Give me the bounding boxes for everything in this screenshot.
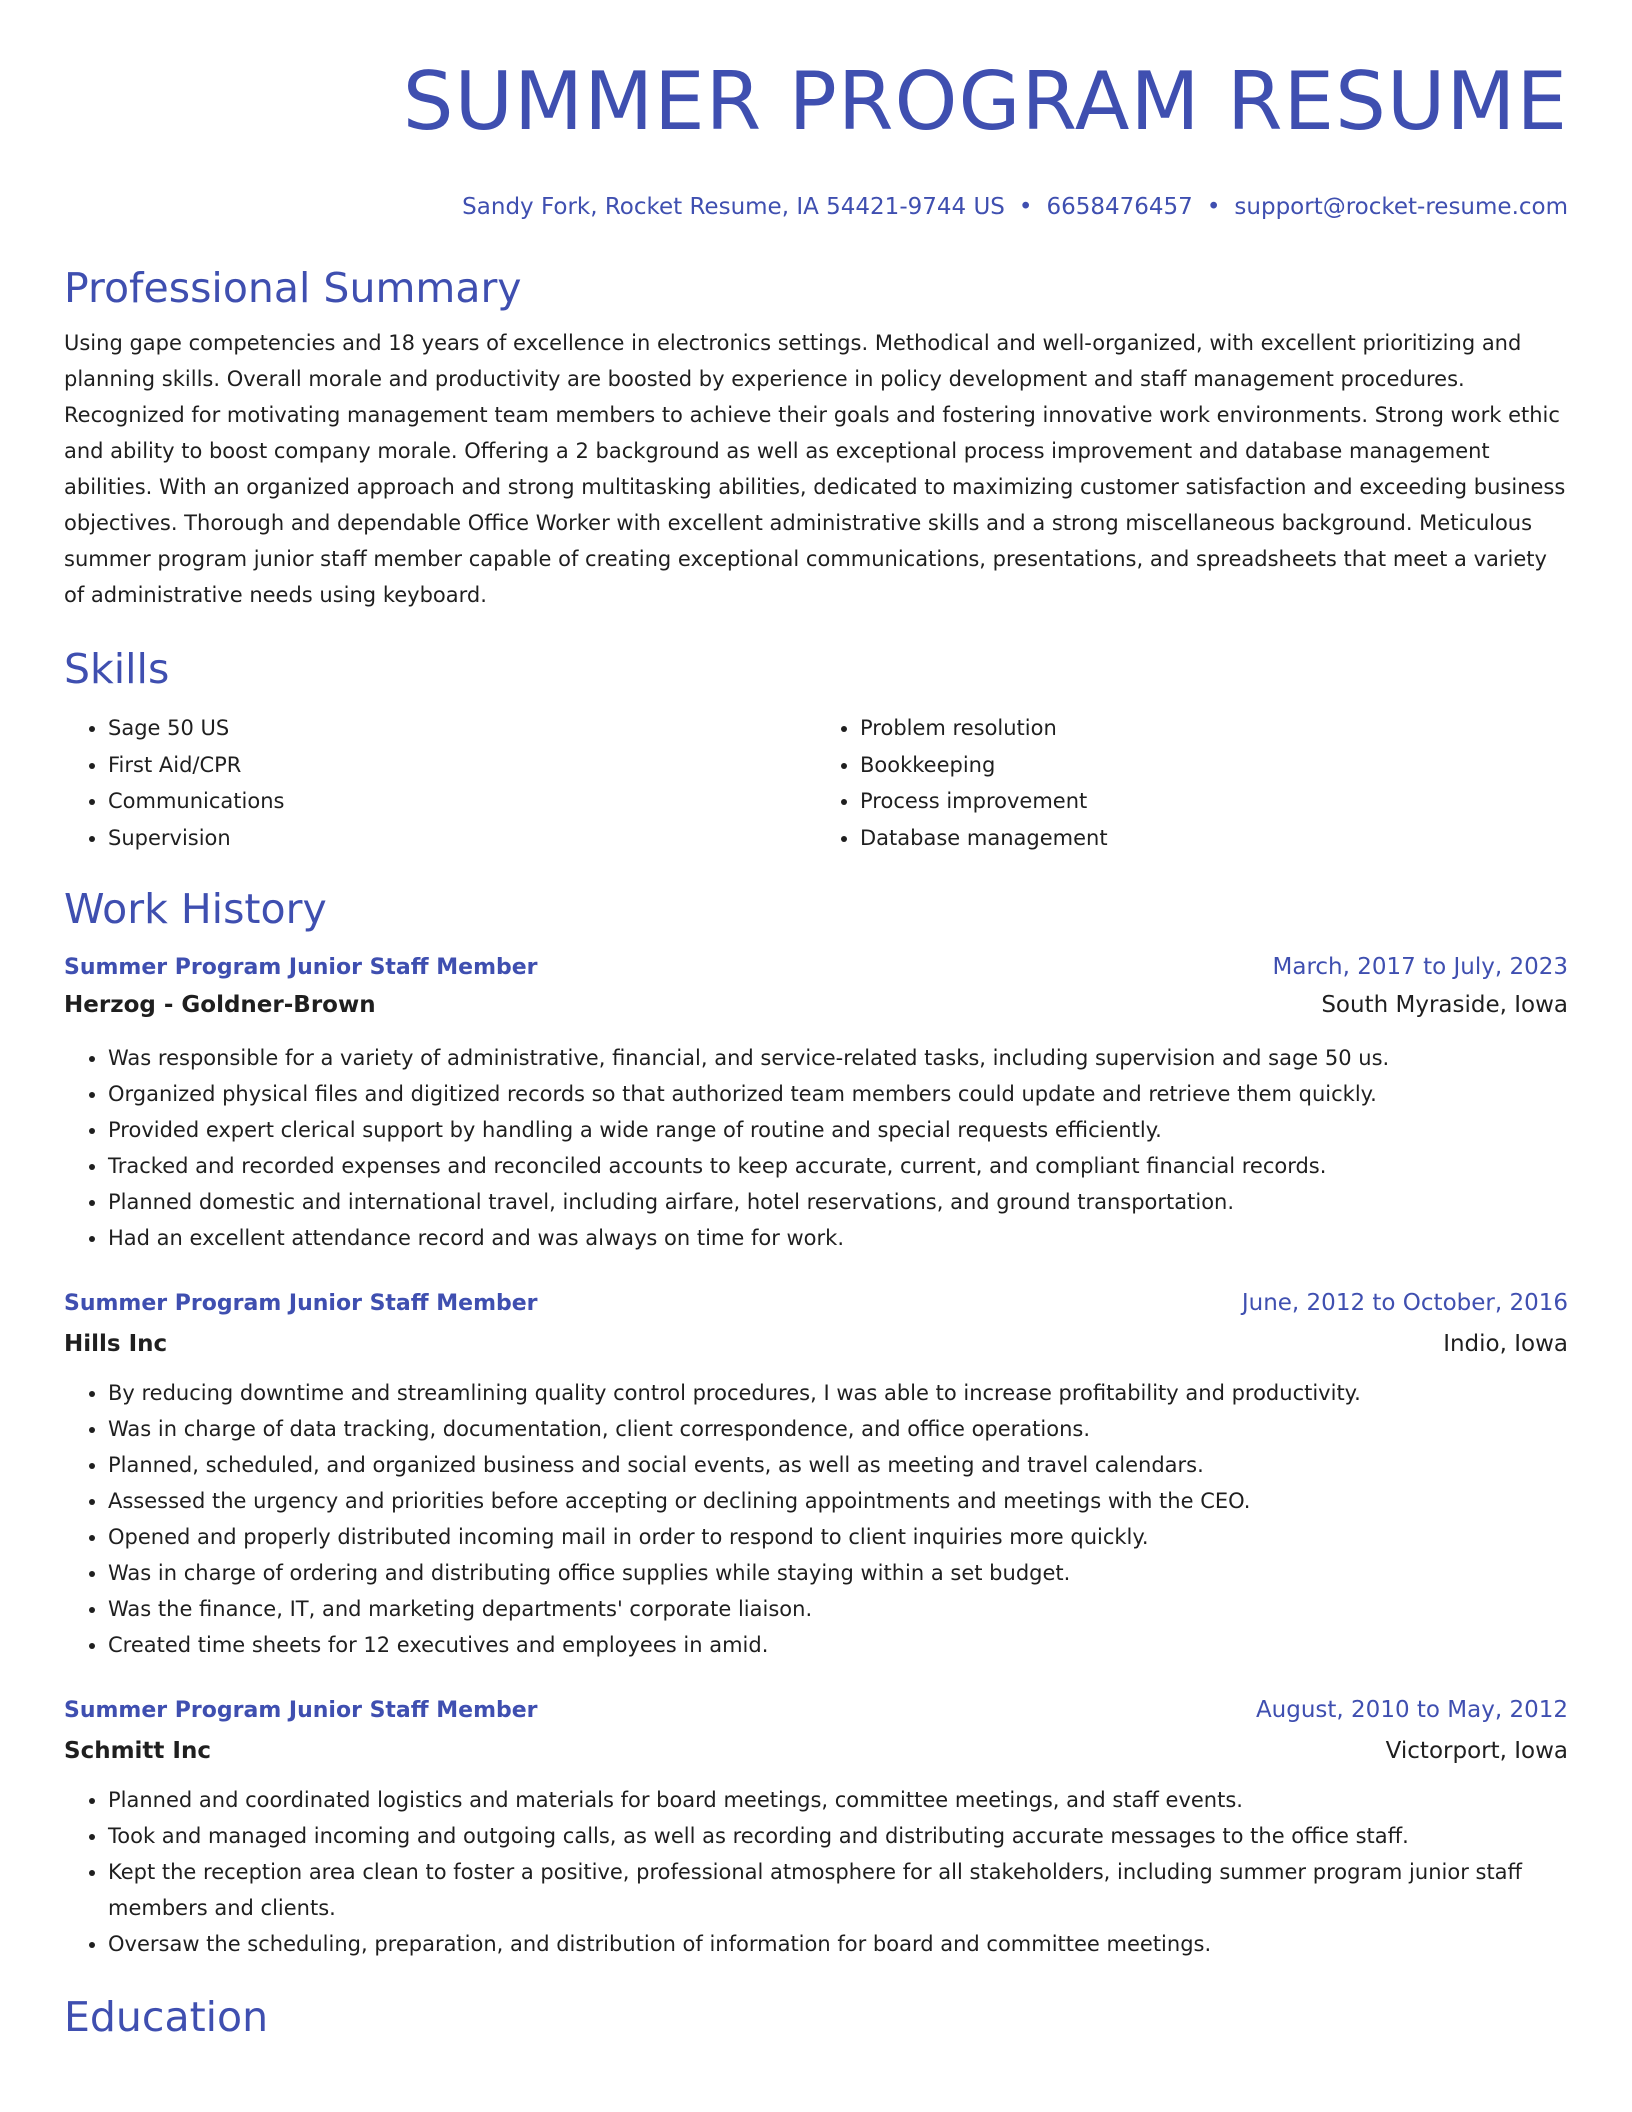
job-location: South Myraside, Iowa — [1321, 992, 1568, 1018]
contact-separator: • — [1018, 194, 1033, 220]
job-bullet: • Took and managed incoming and outgoing calls, as well as recording and distributing accurate messages to the office staff. — [108, 1818, 1568, 1854]
job-bullets — [64, 1375, 1568, 1663]
job-entry — [64, 952, 1568, 1256]
job-bullet: • Was the finance, IT, and marketing departments' corporate liaison. — [108, 1591, 1568, 1627]
job-bullets — [64, 1782, 1568, 1962]
job-company-row — [64, 990, 1568, 1020]
job-company: Schmitt Inc — [64, 1738, 211, 1764]
section-heading-summary: Professional Summary — [64, 264, 522, 312]
resume-title: SUMMER PROGRAM RESUME — [402, 55, 1568, 148]
skill-item: • Bookkeeping — [860, 747, 1568, 784]
job-bullet: • Kept the reception area clean to foster a positive, professional atmosphere for all stakeholders, including summer program junior staff members and clients. — [108, 1854, 1568, 1926]
section-heading-skills: Skills — [64, 645, 170, 693]
job-dates: June, 2012 to October, 2016 — [1241, 1290, 1568, 1316]
job-bullet: • Oversaw the scheduling, preparation, and distribution of information for board and committee meetings. — [108, 1926, 1568, 1962]
job-bullet: • Provided expert clerical support by handling a wide range of routine and special requests efficiently. — [108, 1112, 1568, 1148]
job-company-row — [64, 1329, 1568, 1359]
job-title: Summer Program Junior Staff Member — [64, 1291, 538, 1316]
job-company-row — [64, 1736, 1568, 1766]
contact-email[interactable]: support@rocket-resume.com — [1234, 194, 1568, 220]
job-bullet: • Opened and properly distributed incoming mail in order to respond to client inquiries more quickly. — [108, 1519, 1568, 1555]
job-entry — [64, 1288, 1568, 1663]
job-title: Summer Program Junior Staff Member — [64, 1698, 538, 1723]
job-bullet: • Was in charge of ordering and distributing office supplies while staying within a set budget. — [108, 1555, 1568, 1591]
skill-item: • Communications — [108, 783, 816, 820]
contact-separator: • — [1206, 194, 1221, 220]
job-entry — [64, 1695, 1568, 1962]
job-bullets — [64, 1040, 1568, 1256]
job-location: Victorport, Iowa — [1385, 1738, 1568, 1764]
job-company: Hills Inc — [64, 1331, 168, 1357]
job-bullet: • Organized physical files and digitized records so that authorized team members could update and retrieve them quickly. — [108, 1076, 1568, 1112]
skill-item: • First Aid/CPR — [108, 747, 816, 784]
summary-text: Using gape competencies and 18 years of excellence in electronics settings. Methodical and well-organized, with excellent prioritizing and planning skills. Overall morale and productivity are boosted by experience in policy development and staff management procedures. Recognized for motivating management team members to achieve their goals and fostering innovative work environments. Strong work ethic and ability to boost company morale. Offering a 2 background as well as exceptional process improvement and database management abilities. With an organized approach and strong multitasking abilities, dedicated to maximizing customer satisfaction and exceeding business objectives. Thorough and dependable Office Worker with excellent administrative skills and a strong miscellaneous background. Meticulous summer program junior staff member capable of creating exceptional communications, presentations, and spreadsheets that meet a variety of administrative needs using keyboard. — [64, 331, 1566, 607]
skills-column-left — [64, 710, 816, 856]
skills-column-right — [816, 710, 1568, 856]
job-title: Summer Program Junior Staff Member — [64, 955, 538, 980]
section-heading-education: Education — [64, 1993, 269, 2041]
job-dates: March, 2017 to July, 2023 — [1272, 954, 1568, 980]
job-bullet: • Assessed the urgency and priorities before accepting or declining appointments and meetings with the CEO. — [108, 1483, 1568, 1519]
skill-item: • Process improvement — [860, 783, 1568, 820]
job-title-row — [64, 952, 1568, 983]
skills-list — [64, 710, 1568, 856]
job-bullet: • Planned, scheduled, and organized business and social events, as well as meeting and travel calendars. — [108, 1447, 1568, 1483]
job-title-row — [64, 1288, 1568, 1319]
job-bullet: • Planned and coordinated logistics and materials for board meetings, committee meetings, and staff events. — [108, 1782, 1568, 1818]
job-bullet: • Planned domestic and international travel, including airfare, hotel reservations, and ground transportation. — [108, 1184, 1568, 1220]
skill-item: • Sage 50 US — [108, 710, 816, 747]
job-dates: August, 2010 to May, 2012 — [1255, 1697, 1568, 1723]
contact-line — [64, 192, 1568, 222]
section-heading-work-history: Work History — [64, 885, 327, 933]
job-bullet: • Was responsible for a variety of administrative, financial, and service-related tasks, including supervision and sage 50 us. — [108, 1040, 1568, 1076]
skill-item: • Database management — [860, 820, 1568, 857]
job-company: Herzog - Goldner-Brown — [64, 992, 376, 1018]
job-bullet: • Created time sheets for 12 executives and employees in amid. — [108, 1627, 1568, 1663]
job-bullet: • By reducing downtime and streamlining quality control procedures, I was able to increase profitability and productivity. — [108, 1375, 1568, 1411]
job-location: Indio, Iowa — [1443, 1331, 1568, 1357]
job-bullet: • Tracked and recorded expenses and reconciled accounts to keep accurate, current, and compliant financial records. — [108, 1148, 1568, 1184]
skill-item: • Supervision — [108, 820, 816, 857]
job-bullet: • Was in charge of data tracking, documentation, client correspondence, and office operations. — [108, 1411, 1568, 1447]
skill-item: • Problem resolution — [860, 710, 1568, 747]
job-bullet: • Had an excellent attendance record and was always on time for work. — [108, 1220, 1568, 1256]
contact-phone[interactable]: 6658476457 — [1046, 194, 1193, 220]
contact-address: Sandy Fork, Rocket Resume, IA 54421-9744 US — [462, 194, 1005, 220]
job-title-row — [64, 1695, 1568, 1726]
